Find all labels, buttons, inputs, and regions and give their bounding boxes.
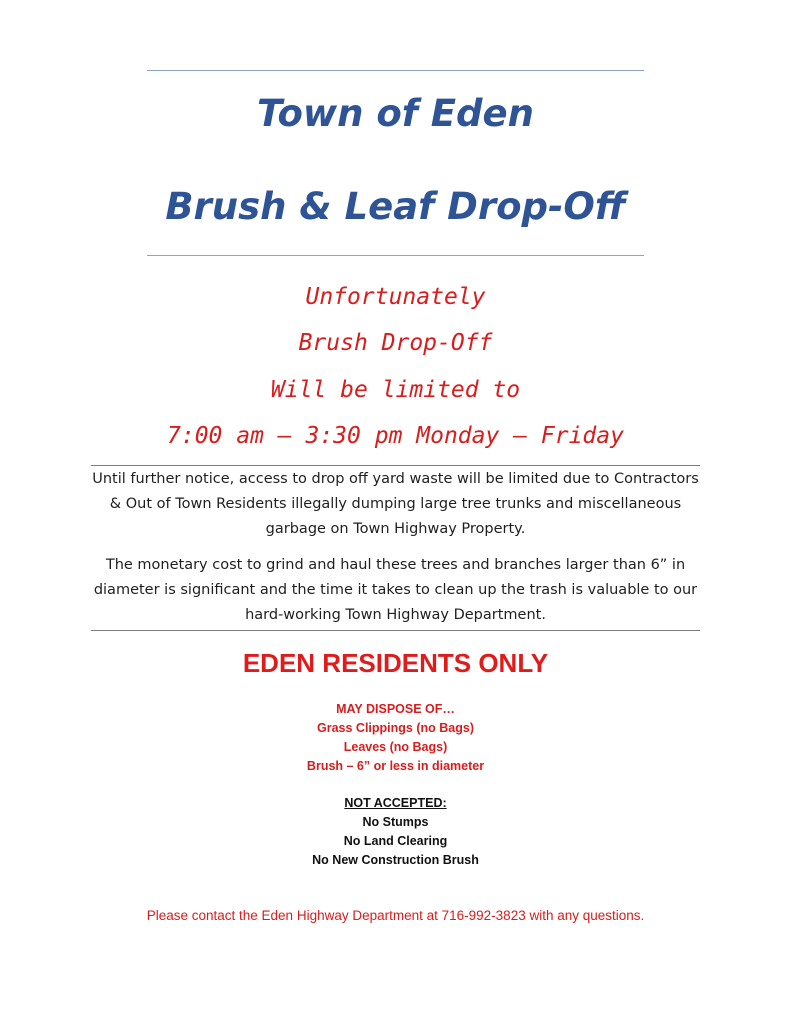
accepted-item: Brush – 6” or less in diameter bbox=[306, 759, 485, 773]
accepted-item: Leaves (no Bags) bbox=[343, 740, 448, 754]
notice-line-3: Will be limited to bbox=[270, 377, 521, 403]
accepted-item: Grass Clippings (no Bags) bbox=[317, 721, 474, 735]
page-title: Town of Eden bbox=[257, 92, 534, 135]
accepted-list bbox=[0, 700, 791, 776]
not-accepted-list bbox=[0, 794, 791, 870]
residents-only-heading: EDEN RESIDENTS ONLY bbox=[242, 648, 549, 678]
title-divider bbox=[147, 255, 644, 256]
notice-line-2: Brush Drop-Off bbox=[298, 330, 493, 356]
not-accepted-item: No Stumps bbox=[362, 815, 429, 829]
notice-top-divider bbox=[91, 465, 700, 466]
notice-line-1: Unfortunately bbox=[305, 284, 486, 310]
not-accepted-item: No Land Clearing bbox=[343, 834, 448, 848]
contact-line: Please contact the Eden Highway Department at 716-992-3823 with any questions. bbox=[146, 908, 645, 923]
accepted-heading: MAY DISPOSE OF… bbox=[336, 702, 455, 716]
notice-hours: 7:00 am – 3:30 pm Monday – Friday bbox=[167, 423, 624, 449]
notice-bottom-divider bbox=[91, 630, 700, 631]
notice-paragraph-1: Until further notice, access to drop off yard waste will be limited due to Contractors & Out of Town Residents illegally dumping large tree trunks and miscellaneous garbage on Town Highway Property. bbox=[92, 471, 699, 537]
page-subtitle: Brush & Leaf Drop-Off bbox=[165, 185, 626, 228]
not-accepted-heading: NOT ACCEPTED: bbox=[344, 796, 447, 810]
not-accepted-item: No New Construction Brush bbox=[312, 853, 479, 867]
top-divider bbox=[147, 70, 644, 71]
notice-paragraph-2: The monetary cost to grind and haul these trees and branches larger than 6” in diameter is significant and the time it takes to clean up the trash is valuable to our hard-working Town Highway Department. bbox=[93, 557, 698, 623]
